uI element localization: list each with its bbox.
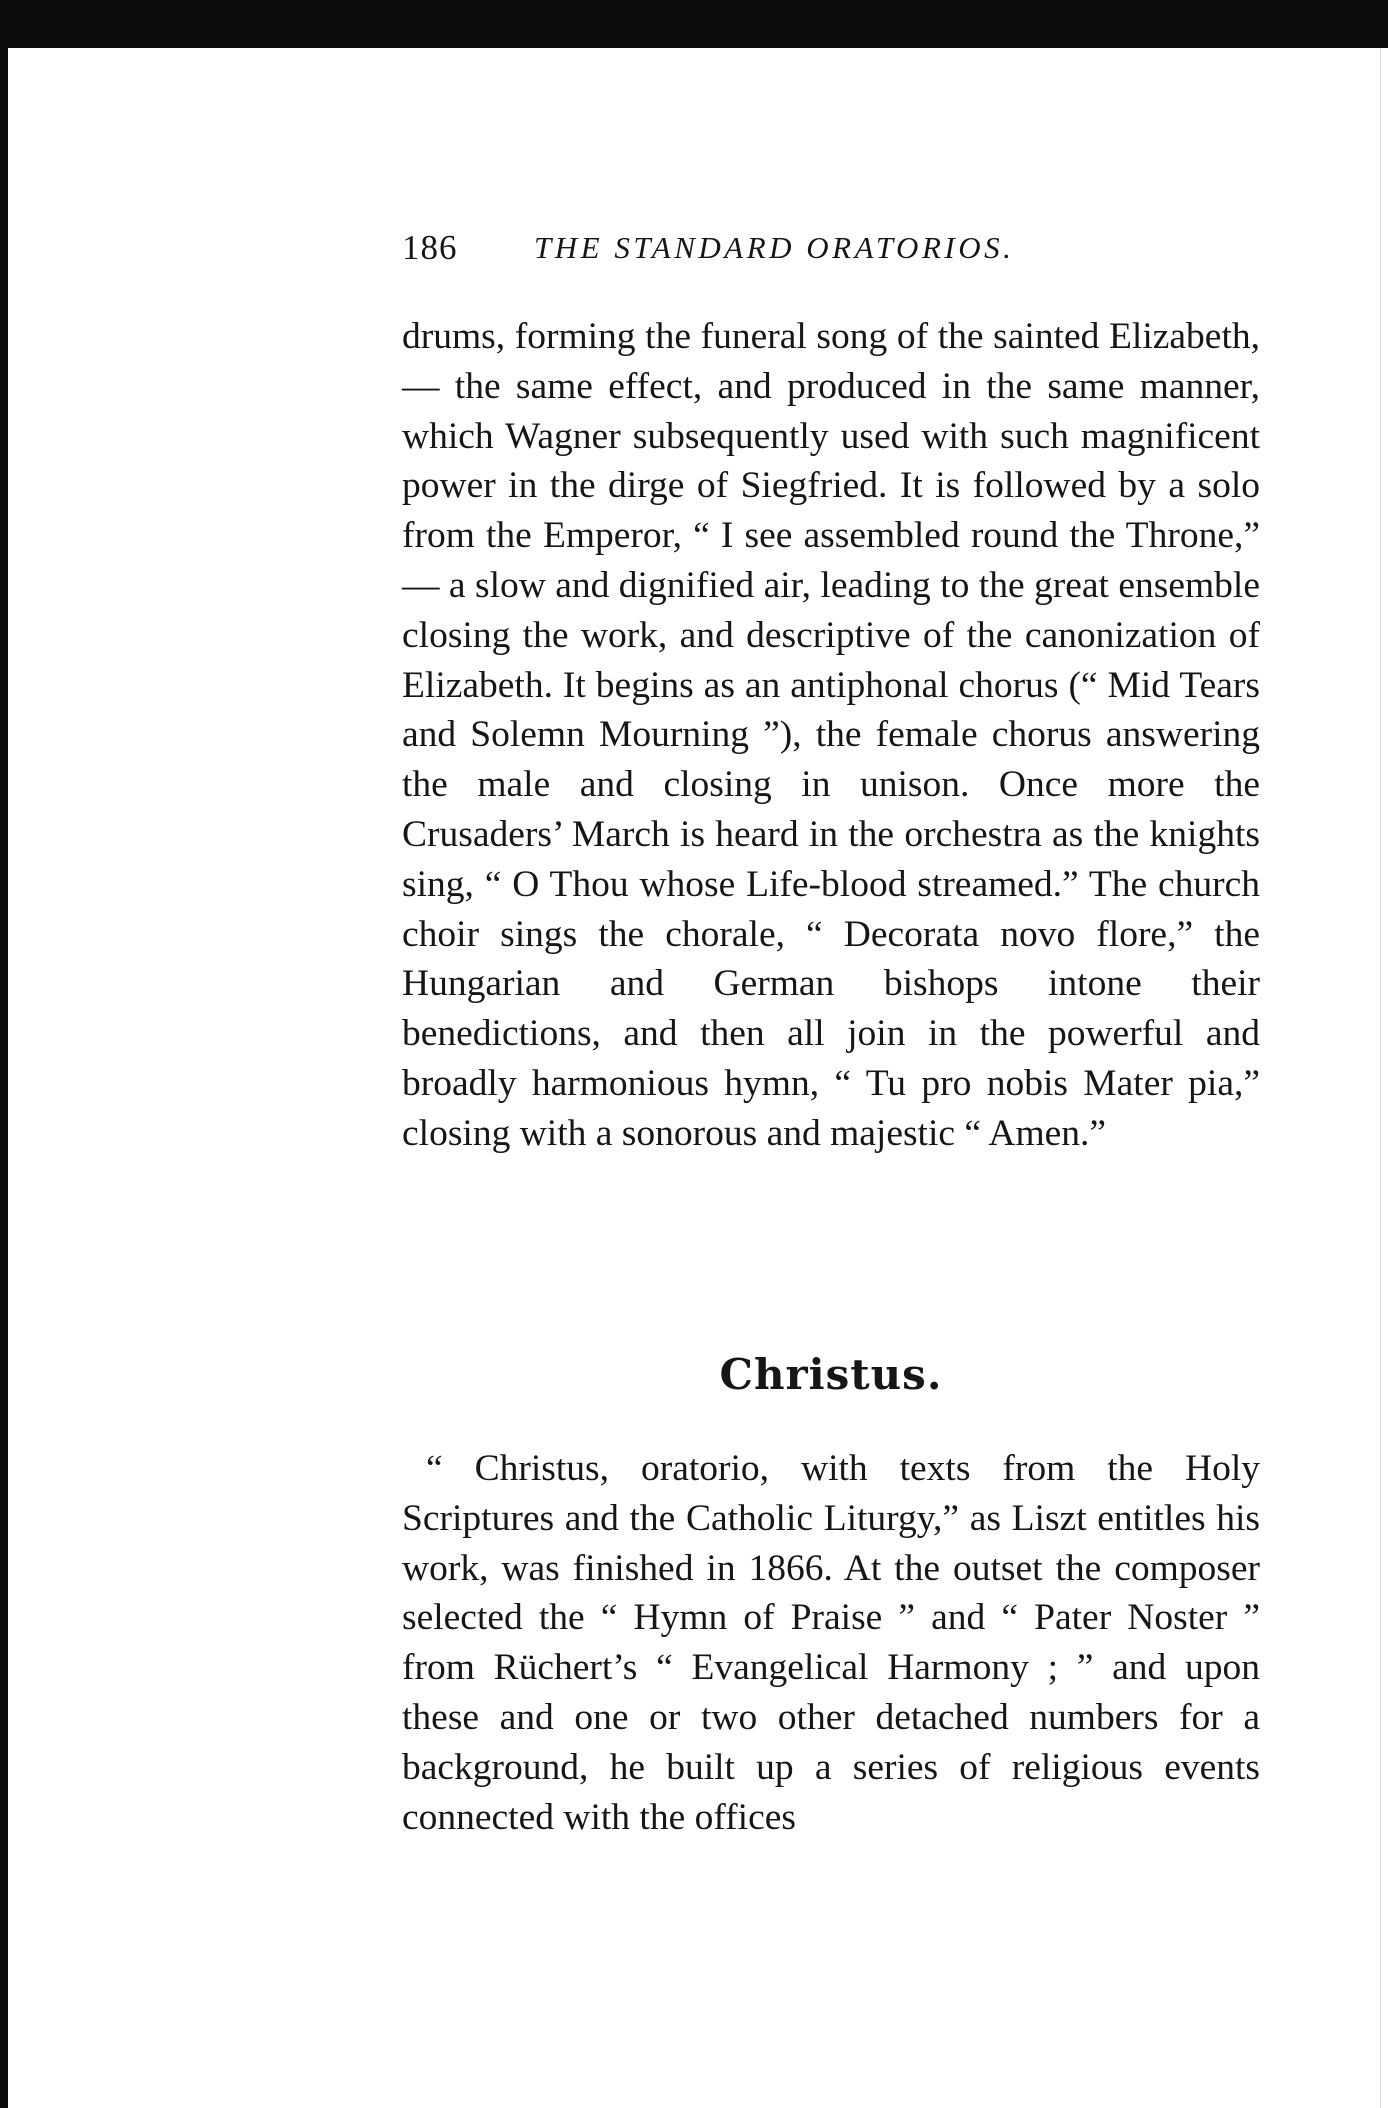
paragraph-christus-intro: “ Christus, oratorio, with texts from the Holy Scriptures and the Catholic Liturgy,” as Liszt entitles his work, was finished in 1866. At the outset the composer selected the “ Hymn of Praise ” and “ Pater Noster ” from Rüchert’s “ Evangelical Harmony ; ” and upon these and one or two other detached numbers for a background, he built up a series of religious events connected with the offices <box>402 1448 1260 1838</box>
paragraph-elizabeth-finale: drums, forming the funeral song of the sainted Elizabeth, — the same effect, and produced in the same manner, which Wagner subsequently used with such magnificent power in the dirge of Siegfried. It is followed by a solo from the Emperor, “ I see assembled round the Throne,” — a slow and dignified air, leading to the great ensemble closing the work, and descriptive of the canonization of Elizabeth. It begins as an antiphonal chorus (“ Mid Tears and Solemn Mourning ”), the female chorus answering the male and closing in unison. Once more the Crusaders’ March is heard in the orchestra as the knights sing, “ O Thou whose Life-blood streamed.” The church choir sings the chorale, “ Decorata novo flore,” the Hungarian and German bishops intone their benedictions, and then all join in the powerful and broadly harmonious hymn, “ Tu pro nobis Mater pia,” closing with a sonorous and majestic “ Amen.” <box>402 316 1260 1154</box>
section-heading-christus: Christus. <box>719 1350 943 1399</box>
scan-top-border <box>0 0 1388 48</box>
running-title: THE STANDARD ORATORIOS. <box>534 230 1015 265</box>
page-number: 186 <box>402 228 458 267</box>
running-header <box>402 228 1262 276</box>
scan-left-border <box>0 0 8 2108</box>
page-right-edge <box>1380 48 1388 2108</box>
